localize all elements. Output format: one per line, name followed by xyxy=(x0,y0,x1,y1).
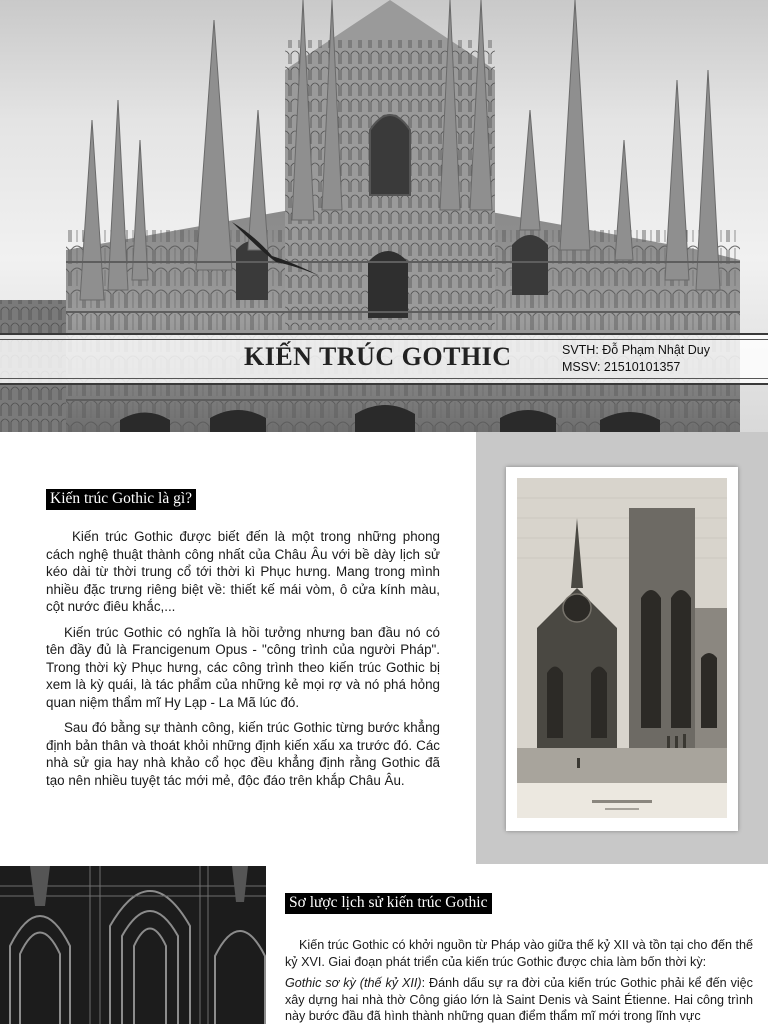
student-name: SVTH: Đỗ Phạm Nhật Duy xyxy=(562,343,710,357)
section-heading-what-is-gothic: Kiến trúc Gothic là gì? xyxy=(46,489,196,510)
period-text: : Đánh dấu sự ra đời của kiến trúc Gothic phải kể đến việc xây dựng hai nhà thờ Công giáo lớn là Saint Denis và Saint Étienne. Hai công trình này bước đầu đã hình thành những quan điểm thẩm mĩ mới trong lĩnh vực xyxy=(285,976,753,1023)
student-id: MSSV: 21510101357 xyxy=(562,360,681,374)
paragraph: Kiến trúc Gothic có nghĩa là hồi tưởng nhưng ban đầu nó có tên đầy đủ là Francigenum Opus - "công trình của người Pháp". Trong thời kỳ Phục hưng, các công trình theo kiến trúc Gothic bị xem là kỳ quái, là tác phẩm của những kẻ mọi rợ và nó phá hỏng quan niệm thẩm mĩ Hy Lạp - La Mã lúc đó. xyxy=(46,624,440,710)
section-heading-gothic-history: Sơ lược lịch sử kiến trúc Gothic xyxy=(285,893,492,914)
page-title: KIẾN TRÚC GOTHIC xyxy=(244,342,512,371)
history-intro: Kiến trúc Gothic có khởi nguồn từ Pháp vào giữa thế kỷ XII và tồn tại cho đến thế kỷ XVI. Giai đoạn phát triển của kiến trúc Gothic được chia làm bốn thời kỳ: xyxy=(285,938,753,969)
author-info xyxy=(562,342,710,376)
paragraph: Kiến trúc Gothic được biết đến là một trong những phong cách nghệ thuật thành công nhất của Châu Âu với bề dày lịch sử kéo dài từ thời trung cổ tới thời kì Phục hưng. Mang trong mình nhiều đặc trưng riêng biệt về: thiết kế mái vòm, ô cửa kính màu, cột nước điêu khắc,... xyxy=(46,529,440,614)
engraving-illustration xyxy=(517,478,727,818)
cathedral-engraving-image xyxy=(517,478,727,818)
section-body-gothic-history xyxy=(285,937,753,1024)
section-body-what-is-gothic xyxy=(46,528,440,797)
period-label: Gothic sơ kỳ (thế kỷ XII) xyxy=(285,976,422,990)
paragraph: Sau đó bằng sự thành công, kiến trúc Gothic từng bước khẳng định bản thân và thoát khỏi những định kiến xấu xa trước đó. Các nhà sử gia hay nhà khảo cổ học đều khẳng định rằng Gothic đã tạo nên nhiều tuyệt tác mới mẻ, độc đáo trên khắp Châu Âu. xyxy=(46,720,440,788)
portal-illustration xyxy=(0,866,266,1024)
gothic-portal-photo xyxy=(0,866,266,1024)
history-period xyxy=(285,975,753,1024)
